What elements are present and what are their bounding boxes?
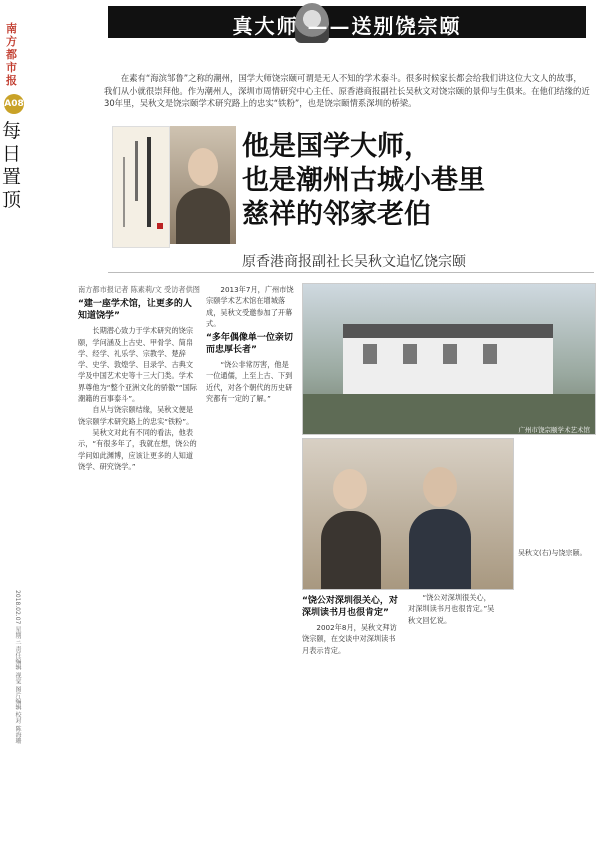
body-shape [176,188,230,244]
headline-line-1: 他是国学大师， [242,131,431,162]
page-banner [108,6,586,38]
banner-title: 真大师 ——送别饶宗颐 [232,14,462,38]
headline-line-2: 也是潮州古城小巷里 [242,165,485,196]
face-shape [188,148,218,186]
page-number-badge: A08 [4,94,24,114]
masthead-logo: 南方都市报 [6,22,17,87]
section-heading: “饶公对深圳很关心，对深圳读书月也很肯定” [302,596,398,618]
calligraphy-image [112,126,170,248]
meeting-photo [302,438,514,590]
paragraph: 2013年7月，广州市饶宗颐学术艺术馆在增城落成，吴秋文受邀参加了开幕式。 [206,285,294,328]
subtitle: 原香港商报副社长吴秋文追忆饶宗颐 [242,254,466,270]
edition-info: 2018.02.07 星期三 责任编辑 视觉 图片编辑 校对 陈海珊 [14,590,21,744]
paragraph: “饶公对深圳很关心，对深圳读书月也很肯定。”吴秋文回忆说。 [408,593,495,625]
section-heading: “建一座学术馆，让更多的人知道饶学” [78,299,192,322]
section-name: 每日置顶 [2,120,22,211]
paragraph: 自从与饶宗颐结缘，吴秋文便是饶宗颐学术研究路上的忠实“铁粉”。 [78,405,194,426]
paragraph: 长期潜心致力于学术研究的饶宗颐，学问涵及上古史、甲骨学、简帛学、经学、礼乐学、宗教学、楚辞学、史学、敦煌学、目录学、古典文学及中国艺术史等十三大门类。学术界尊他为“整个亚洲文化的骄傲”“国际潮籍的百事泰斗”。 [78,326,197,404]
paragraph: “饶公非常厉害，他是一位通儒，上至上古、下到近代，对各个朝代的历史研究都有一定的了解。” [206,360,293,404]
divider [108,272,594,273]
meeting-caption: 吴秋文(右)与饶宗颐。 [518,549,587,557]
byline: 南方都市报记者 陈素莉/文 受访者供图 [78,285,200,294]
article-column-1 [78,284,200,856]
rao-zongyi-portrait [170,126,236,244]
intro-paragraph: 在素有“海滨邹鲁”之称的潮州，国学大师饶宗颐可谓是无人不知的学术泰斗。很多时候家长都会给我们讲这位大文人的故事，我们从小就很崇拜他。作为潮州人，深圳市周情研究中心主任、原香港商报副社长吴秋文对饶宗颐的景仰与生俱来。在他们结缘的近30年里，吴秋文是饶宗颐学术研究路上的忠实“铁粉”，也是饶宗颐情系深圳的桥梁。 [104,73,590,108]
section-heading: “多年偶像单一位亲切而忠厚长者” [206,333,293,356]
headline-line-3: 慈祥的邻家老伯 [242,199,431,230]
article-column-3 [302,592,402,856]
article-column-4 [408,592,496,856]
paragraph: 2002年8月，吴秋文拜访饶宗颐，在交谈中对深圳读书月表示肯定。 [302,623,397,655]
article-column-2 [206,284,294,856]
museum-building-photo [302,283,596,435]
article-column-5 [518,438,594,856]
headline [242,130,592,232]
paragraph: 吴秋文对此有不同的看法，他表示，“有很多年了，我就在想，饶公的学问如此渊博，应该让更多的人知道饶学、研究饶学。” [78,427,197,471]
building-caption: 广州市饶宗颐学术艺术馆 [518,426,590,434]
